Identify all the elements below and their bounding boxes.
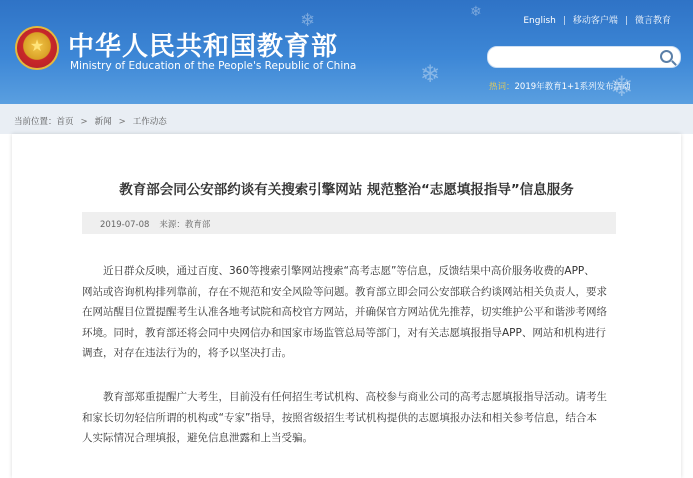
- article-paragraph: [82, 261, 617, 364]
- article-meta: [100, 218, 210, 230]
- hot-words-label: 热词：: [489, 82, 515, 92]
- article-container: [12, 134, 681, 478]
- hot-words-link[interactable]: 2019年教育1+1系列发布活动: [514, 82, 631, 92]
- breadcrumb: 当前位置：首页 > 新闻 > 工作动态: [14, 117, 167, 127]
- article-meta-bar: [82, 212, 616, 234]
- search-icon[interactable]: [660, 50, 673, 63]
- breadcrumb-work-news-link[interactable]: 工作动态: [132, 117, 167, 127]
- breadcrumb-news-link[interactable]: 新闻: [94, 117, 112, 127]
- search-input[interactable]: [487, 46, 681, 68]
- breadcrumb-home-link[interactable]: 首页: [56, 117, 74, 127]
- breadcrumb-label: 当前位置：: [14, 117, 57, 127]
- paragraph-line: 近日群众反映，通过百度、360等搜索引擎网站搜索“高考志愿”等信息，反馈结果中高价服务收费的APP、: [103, 265, 595, 277]
- site-title: 中华人民共和国教育部: [68, 32, 339, 62]
- top-links: English | 移动客户端 | 微言教育: [523, 13, 671, 26]
- site-subtitle: Ministry of Education of the People's Republic of China: [70, 60, 357, 72]
- article-source: 来源：教育部: [159, 220, 211, 230]
- article-title: 教育部会同公安部约谈有关搜索引擎网站 规范整治“志愿填报指导”信息服务: [119, 182, 574, 198]
- snowflake-decoration-icon: ❄: [470, 4, 482, 20]
- snowflake-decoration-icon: ❄: [300, 10, 316, 31]
- site-header: [0, 0, 693, 104]
- paragraph-line: 教育部郑重提醒广大考生，目前没有任何招生考试机构、高校参与商业公司的高考志愿填报指导活动。请考生: [103, 391, 607, 403]
- paragraph-line: 调查，对存在违法行为的，将予以坚决打击。: [82, 347, 292, 359]
- paragraph-line: 和家长切勿轻信所谓的机构或“专家”指导，按照省级招生考试机构提供的志愿填报办法和相关参考信息，结合本: [82, 411, 597, 424]
- paragraph-line: 环境。同时，教育部还将会同中央网信办和国家市场监管总局等部门，对有关志愿填报指导APP、网站和机构进行: [82, 326, 606, 339]
- article-date: 2019-07-08: [100, 220, 150, 230]
- paragraph-line: 人实际情况合理填报，避免信息泄露和上当受骗。: [82, 432, 313, 444]
- english-link[interactable]: English: [523, 16, 556, 26]
- weiyan-education-link[interactable]: 微言教育: [634, 16, 671, 26]
- breadcrumb-bar: [0, 104, 693, 134]
- paragraph-line: 网站或咨询机构排列靠前，存在不规范和安全风险等问题。教育部立即会同公安部联合约谈网站相关负责人，要求: [82, 285, 607, 298]
- hot-words: [489, 80, 631, 92]
- paragraph-line: 在网站醒目位置提醒考生认准各地考试院和高校官方网站，并确保官方网站优先推荐，切实维护公平和谐涉考网络: [82, 306, 607, 318]
- national-emblem-icon: ★: [17, 28, 57, 68]
- snowflake-decoration-icon: ❄: [610, 70, 634, 103]
- article-paragraph: [82, 387, 617, 449]
- snowflake-decoration-icon: ❄: [420, 60, 441, 88]
- mobile-client-link[interactable]: 移动客户端: [572, 16, 618, 26]
